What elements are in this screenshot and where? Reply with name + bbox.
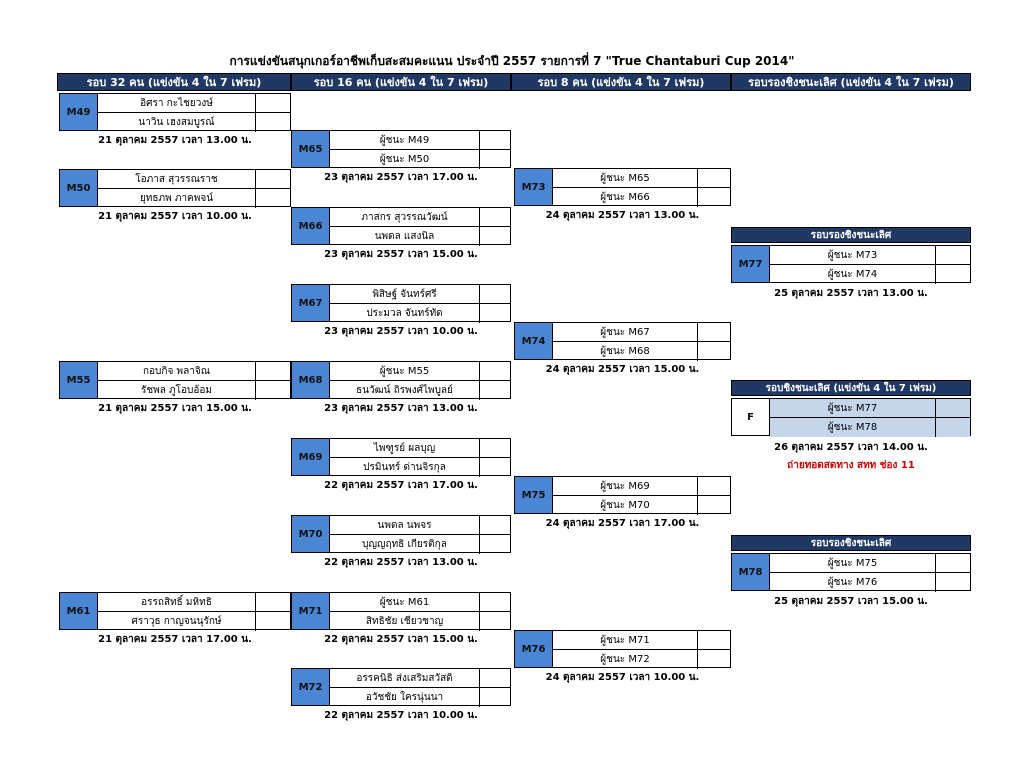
- player-2: ผู้ชนะ M66: [553, 188, 698, 207]
- player-2: รัชพล ภูโอบอ้อม: [98, 381, 256, 400]
- match-id: M50: [60, 170, 98, 206]
- match-date: 22 ตุลาคม 2557 เวลา 10.00 น.: [324, 710, 478, 721]
- player-1: กอบกิจ พลาจิณ: [98, 362, 256, 381]
- player-2: ผู้ชนะ M78: [770, 418, 936, 437]
- match-date: 21 ตุลาคม 2557 เวลา 13.00 น.: [98, 135, 252, 146]
- match-m50: [59, 169, 291, 207]
- match-id: M73: [515, 169, 553, 205]
- player-1: ไพฑูรย์ ผลบุญ: [330, 439, 480, 458]
- match-m55: [59, 361, 291, 399]
- player-1: ผู้ชนะ M67: [553, 323, 698, 342]
- final-label: รอบชิงชนะเลิศ (แข่งขัน 4 ใน 7 เฟรม): [731, 380, 971, 396]
- player-1: อรรถสิทธิ์ มหิทธิ: [98, 593, 256, 612]
- player-2: ผู้ชนะ M50: [330, 150, 480, 169]
- match-date: 23 ตุลาคม 2557 เวลา 15.00 น.: [324, 249, 478, 260]
- match-date: 24 ตุลาคม 2557 เวลา 15.00 น.: [545, 364, 700, 375]
- match-m61: [59, 592, 291, 630]
- match-id: M68: [292, 362, 330, 398]
- header-round-8: รอบ 8 คน (แข่งขัน 4 ใน 7 เฟรม): [511, 73, 731, 91]
- header-round-32: รอบ 32 คน (แข่งขัน 4 ใน 7 เฟรม): [57, 73, 291, 91]
- match-m70: [291, 515, 511, 553]
- match-m68: [291, 361, 511, 399]
- match-date: 26 ตุลาคม 2557 เวลา 14.00 น.: [774, 442, 928, 453]
- match-id: M77: [732, 246, 770, 282]
- player-1: ผู้ชนะ M75: [770, 554, 936, 573]
- player-2: นพดล แสงนิล: [330, 227, 480, 246]
- match-m66: [291, 207, 511, 245]
- player-2: อวัชชัย ใครนุ่นนา: [330, 688, 480, 707]
- match-id: M71: [292, 593, 330, 629]
- player-2: บุญญฤทธิ เกียรติกุล: [330, 535, 480, 554]
- player-2: สิทธิชัย เชียวชาญ: [330, 612, 480, 631]
- match-m73: [514, 168, 731, 206]
- player-2: ปรมินทร์ ด่านจิรกุล: [330, 458, 480, 477]
- match-date: 21 ตุลาคม 2557 เวลา 17.00 น.: [98, 634, 252, 645]
- match-id: M65: [292, 131, 330, 167]
- match-id: M66: [292, 208, 330, 244]
- match-m49: [59, 93, 291, 131]
- player-1: ผู้ชนะ M49: [330, 131, 480, 150]
- match-date: 23 ตุลาคม 2557 เวลา 10.00 น.: [324, 326, 478, 337]
- match-m74: [514, 322, 731, 360]
- header-semifinal: รอบรองชิงชนะเลิศ (แข่งขัน 4 ใน 7 เฟรม): [731, 73, 971, 91]
- match-id: M70: [292, 516, 330, 552]
- player-1: พิสิษฐ์ จันทร์ศรี: [330, 285, 480, 304]
- match-date: 25 ตุลาคม 2557 เวลา 15.00 น.: [774, 596, 928, 607]
- player-2: ยุทธภพ ภาคพจน์: [98, 189, 256, 208]
- player-1: นพดล นพจร: [330, 516, 480, 535]
- player-1: ผู้ชนะ M65: [553, 169, 698, 188]
- player-2: ประมวล จันทร์ทัด: [330, 304, 480, 323]
- page-title: การแข่งขันสนุกเกอร์อาชีพเก็บสะสมคะแนน ประจำปี 2557 รายการที่ 7 "True Chantaburi Cup 2014": [229, 54, 795, 68]
- match-id: M61: [60, 593, 98, 629]
- player-1: ผู้ชนะ M55: [330, 362, 480, 381]
- match-m75: [514, 476, 731, 514]
- match-date: 24 ตุลาคม 2557 เวลา 10.00 น.: [545, 672, 700, 683]
- match-m72: [291, 668, 511, 706]
- match-id: M75: [515, 477, 553, 513]
- header-round-16: รอบ 16 คน (แข่งขัน 4 ใน 7 เฟรม): [291, 73, 511, 91]
- match-m71: [291, 592, 511, 630]
- match-date: 21 ตุลาคม 2557 เวลา 10.00 น.: [98, 211, 252, 222]
- player-2: ธนวัฒน์ ถิรพงศ์ไพบูลย์: [330, 381, 480, 400]
- player-2: ผู้ชนะ M72: [553, 650, 698, 669]
- match-id: M49: [60, 94, 98, 130]
- match-id: M69: [292, 439, 330, 475]
- match-id: M76: [515, 631, 553, 667]
- match-date: 22 ตุลาคม 2557 เวลา 15.00 น.: [324, 634, 478, 645]
- player-1: ผู้ชนะ M69: [553, 477, 698, 496]
- match-m77: [731, 245, 971, 283]
- match-final: [731, 398, 971, 436]
- match-date: 25 ตุลาคม 2557 เวลา 13.00 น.: [774, 288, 928, 299]
- match-date: 22 ตุลาคม 2557 เวลา 17.00 น.: [324, 480, 478, 491]
- player-1: อรรคนิธิ ส่งเสริมสวัสดิ: [330, 669, 480, 688]
- match-id: M67: [292, 285, 330, 321]
- match-id: M74: [515, 323, 553, 359]
- match-date: 23 ตุลาคม 2557 เวลา 13.00 น.: [324, 403, 478, 414]
- player-1: อิศรา กะไชยวงษ์: [98, 94, 256, 113]
- match-m69: [291, 438, 511, 476]
- match-date: 24 ตุลาคม 2557 เวลา 13.00 น.: [545, 210, 700, 221]
- semifinal-label: รอบรองชิงชนะเลิศ: [731, 535, 971, 551]
- match-date: 23 ตุลาคม 2557 เวลา 17.00 น.: [324, 172, 478, 183]
- player-2: ผู้ชนะ M74: [770, 265, 936, 284]
- player-1: ผู้ชนะ M77: [770, 399, 936, 418]
- player-2: ผู้ชนะ M70: [553, 496, 698, 515]
- match-id: M78: [732, 554, 770, 590]
- match-m67: [291, 284, 511, 322]
- match-m76: [514, 630, 731, 668]
- match-id: M72: [292, 669, 330, 705]
- player-1: ภาสกร สุวรรณวัฒน์: [330, 208, 480, 227]
- semifinal-label: รอบรองชิงชนะเลิศ: [731, 227, 971, 243]
- player-2: ผู้ชนะ M68: [553, 342, 698, 361]
- match-m78: [731, 553, 971, 591]
- player-1: ผู้ชนะ M73: [770, 246, 936, 265]
- match-date: 22 ตุลาคม 2557 เวลา 13.00 น.: [324, 557, 478, 568]
- match-m65: [291, 130, 511, 168]
- match-id: M55: [60, 362, 98, 398]
- player-2: ศราวุธ กาญจนนุรักษ์: [98, 612, 256, 631]
- match-date: 24 ตุลาคม 2557 เวลา 17.00 น.: [545, 518, 700, 529]
- match-id: F: [732, 399, 770, 435]
- player-2: ผู้ชนะ M76: [770, 573, 936, 592]
- player-1: โอภาส สุวรรณราช: [98, 170, 256, 189]
- player-1: ผู้ชนะ M61: [330, 593, 480, 612]
- match-date: 21 ตุลาคม 2557 เวลา 15.00 น.: [98, 403, 252, 414]
- player-1: ผู้ชนะ M71: [553, 631, 698, 650]
- player-2: นาวิน เฮงสมบูรณ์: [98, 113, 256, 132]
- tv-broadcast-note: ถ่ายทอดสดทาง สทท ช่อง 11: [787, 460, 915, 471]
